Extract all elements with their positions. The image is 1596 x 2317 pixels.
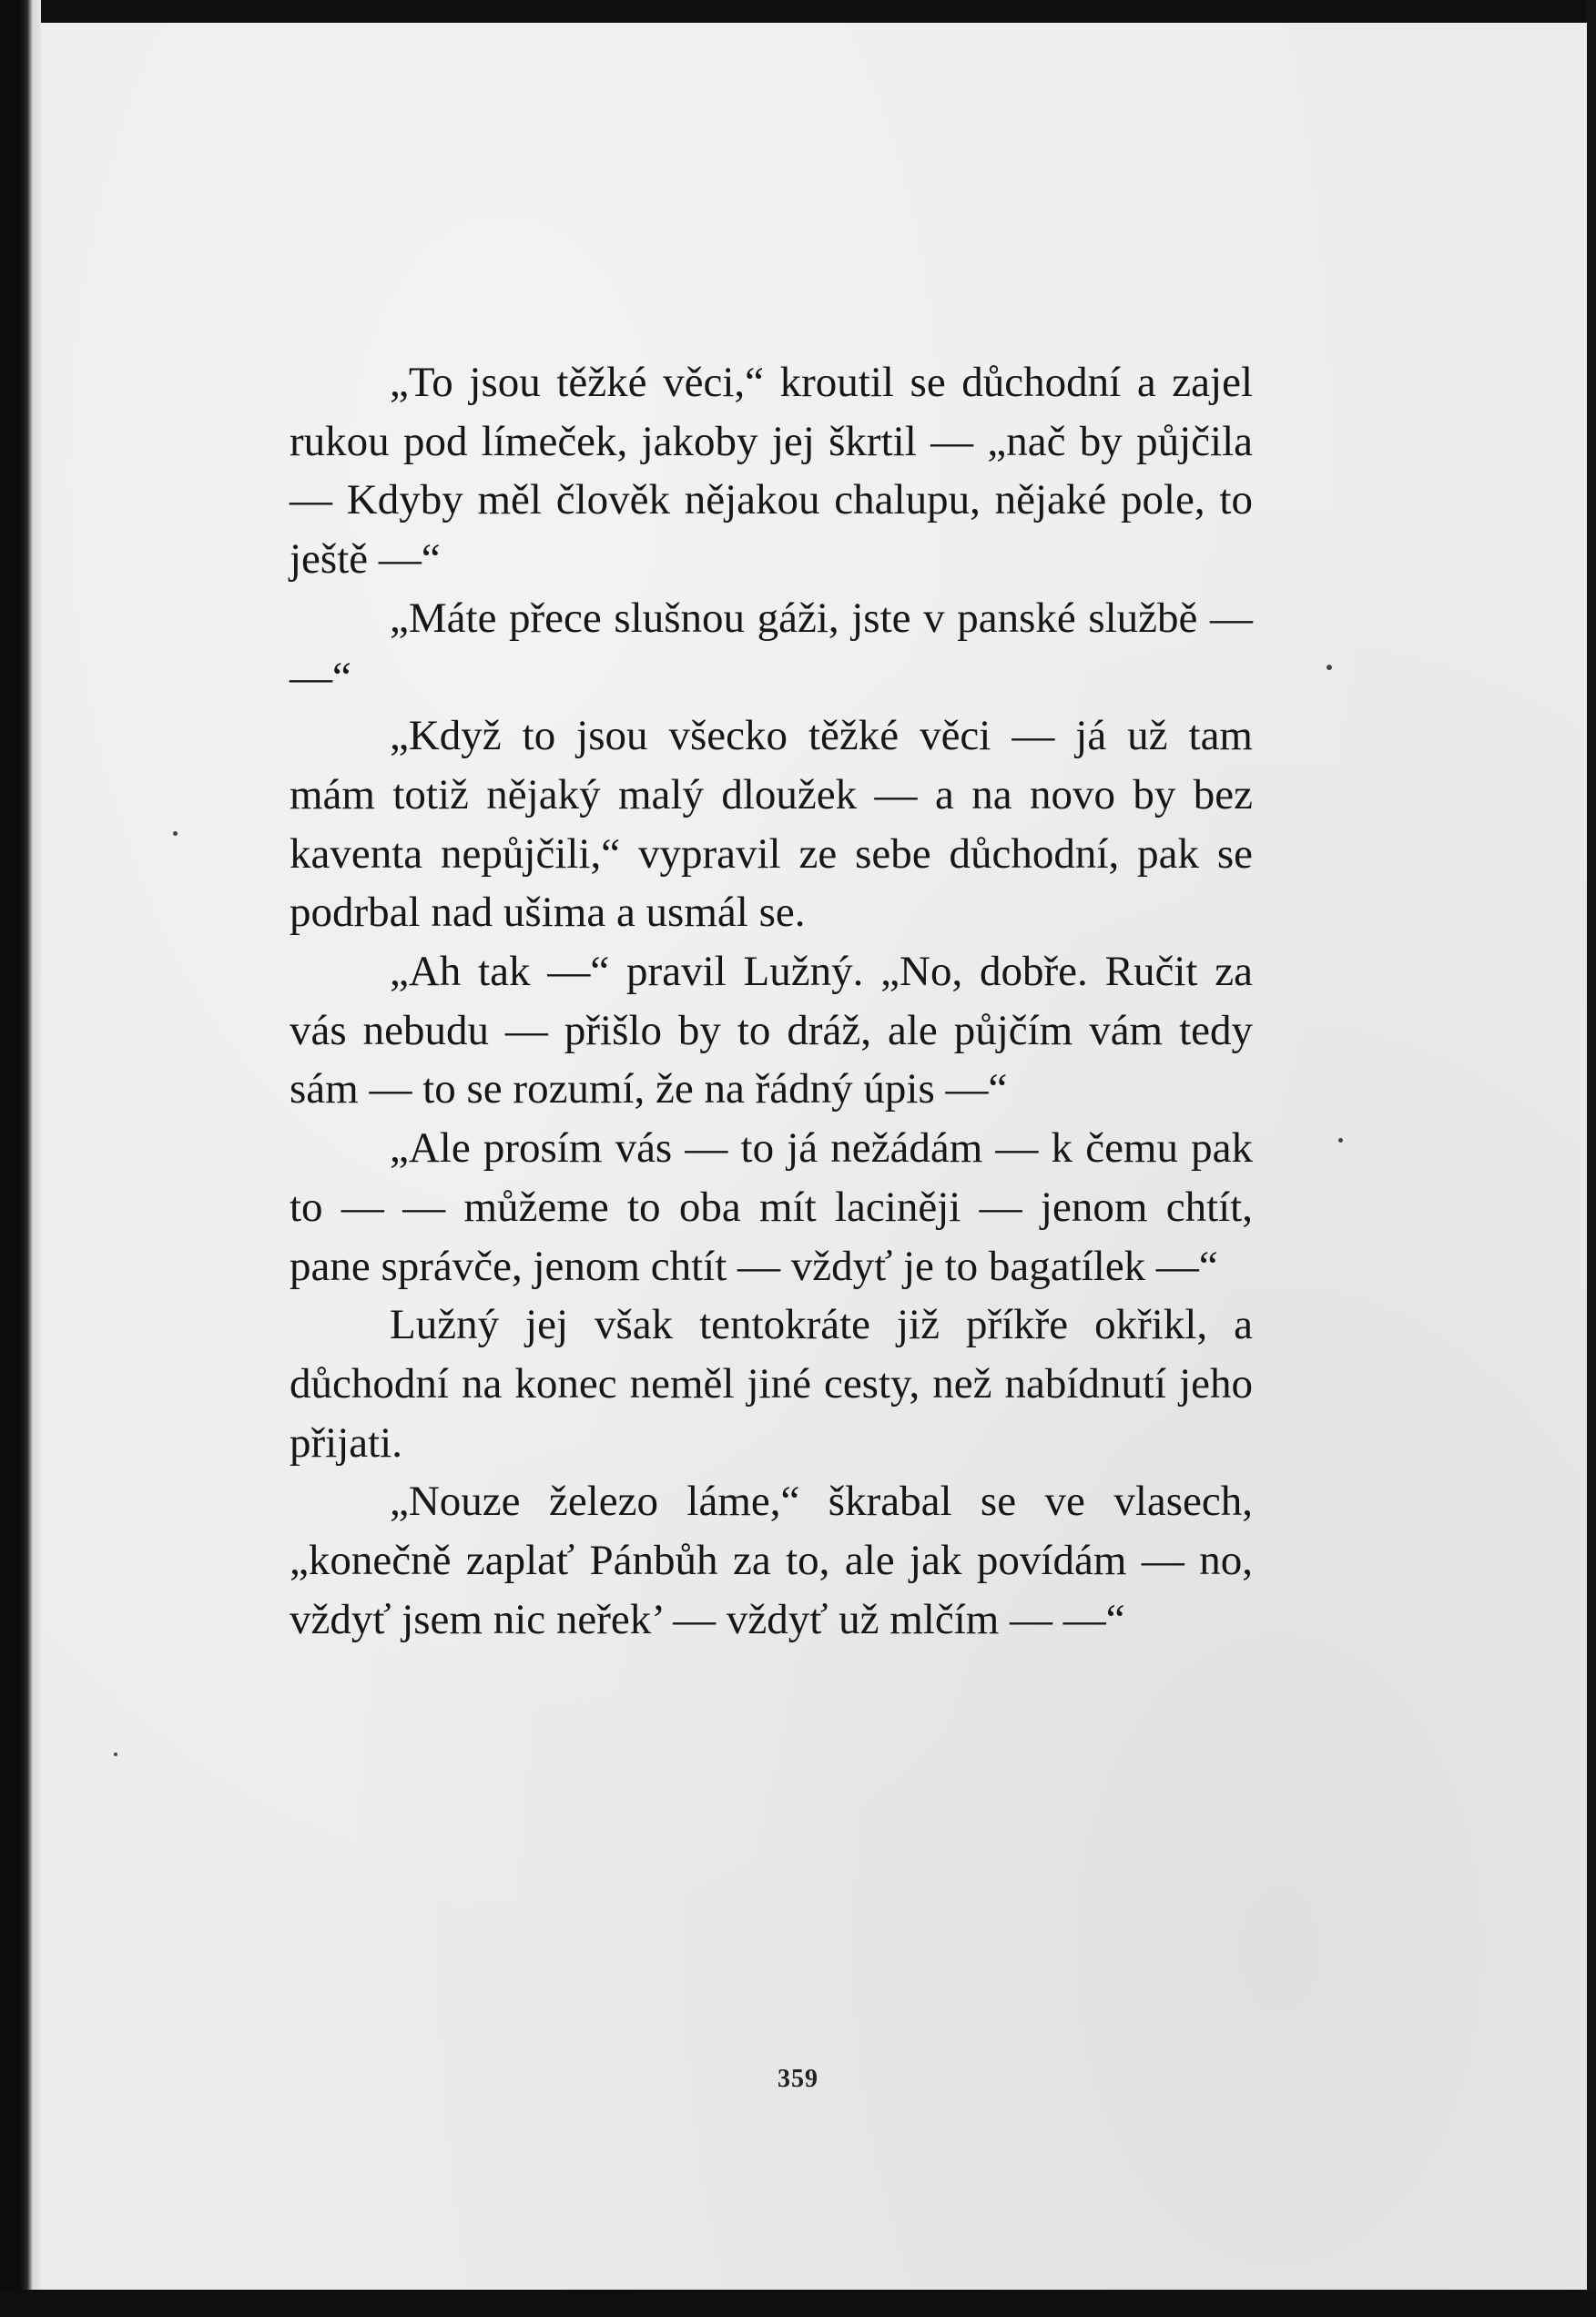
page-number: 359 xyxy=(778,2065,818,2093)
scan-right-edge xyxy=(1587,0,1596,2317)
scan-top-edge xyxy=(0,0,1596,23)
scan-bottom-edge xyxy=(0,2290,1596,2317)
paper-speck xyxy=(173,831,178,836)
paper-speck xyxy=(114,1753,117,1756)
paragraph: „To jsou těžké věci,“ kroutil se důchodní a zajel rukou pod límeček, jakoby jej škrtil — „nač by půjčila — Kdyby měl člověk nějakou chalupu, nějaké pole, to ještě —“ xyxy=(290,359,1253,584)
paragraph: „Máte přece slušnou gáži, jste v panské službě — —“ xyxy=(290,594,1253,701)
scan-left-edge xyxy=(0,0,41,2317)
paragraph: „Nouze železo láme,“ škrabal se ve vlasech, „konečně zaplať Pánbůh za to, ale jak povídám — no, vždyť jsem nic neřek’ — vždyť už mlčím — —“ xyxy=(290,1478,1253,1643)
paragraph: Lužný jej však tentokráte již příkře okřikl, a důchodní na konec neměl jiné cesty, než nabídnutí jeho přijati. xyxy=(290,1301,1253,1467)
paragraph: „Ah tak —“ pravil Lužný. „No, dobře. Ručit za vás nebudu — přišlo by to dráž, ale půjčím vám tedy sám — to se rozumí, že na řádný úpis —“ xyxy=(290,948,1253,1113)
body-text xyxy=(290,353,1253,1649)
paper-speck xyxy=(1338,1138,1343,1143)
paragraph: „Ale prosím vás — to já nežádám — k čemu pak to — — můžeme to oba mít laciněji — jenom chtít, pane správče, jenom chtít — vždyť je to bagatílek —“ xyxy=(290,1124,1253,1290)
paper-speck xyxy=(1327,665,1332,670)
paragraph: „Když to jsou všecko těžké věci — já už tam mám totiž nějaký malý dloužek — a na novo by bez kaventa nepůjčili,“ vypravil ze sebe důchodní, pak se podrbal nad ušima a usmál se. xyxy=(290,712,1253,937)
